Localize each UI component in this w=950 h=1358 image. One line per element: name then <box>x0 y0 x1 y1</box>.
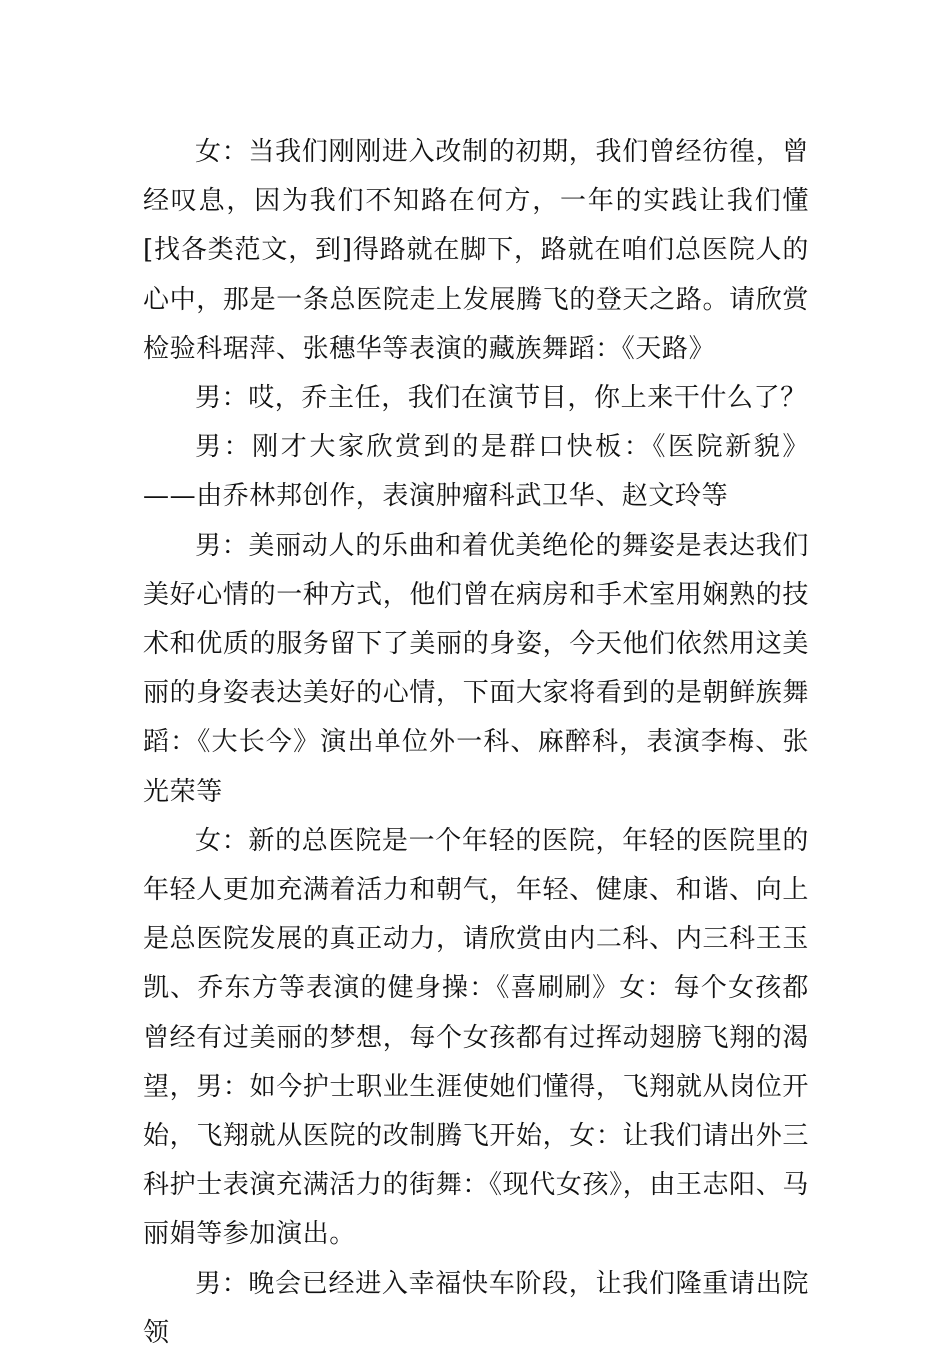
paragraph-korean-dance: 男：美丽动人的乐曲和着优美绝伦的舞姿是表达我们美好心情的一种方式，他们曾在病房和手术室用娴熟的技术和优质的服务留下了美丽的身姿，今天他们依然用这美丽的身姿表达美好的心情，下面大家将看到的是朝鲜族舞蹈：《大长今》演出单位外一科、麻醉科，表演李梅、张光荣等 <box>143 530 809 807</box>
document-body <box>143 128 809 1358</box>
paragraph-director-question: 男：哎，乔主任，我们在演节目，你上来干什么了？ <box>195 383 807 414</box>
paragraph-happy-express: 男：晚会已经进入幸福快车阶段，让我们隆重请出院领 <box>143 1268 809 1348</box>
paragraph-kuaiban-recap: 男：刚才大家欣赏到的是群口快板：《医院新貌》——由乔林邦创作，表演肿瘤科武卫华、赵文玲等 <box>143 432 809 512</box>
paragraph-fitness-street-dance: 女：新的总医院是一个年轻的医院，年轻的医院里的年轻人更加充满着活力和朝气，年轻、健康、和谐、向上是总医院发展的真正动力，请欣赏由内二科、内三科王玉凯、乔东方等表演的健身操：《喜刷刷》女：每个女孩都曾经有过美丽的梦想，每个女孩都有过挥动翅膀飞翔的渴望，男：如今护士职业生涯使她们懂得，飞翔就从岗位开始，飞翔就从医院的改制腾飞开始，女：让我们请出外三科护士表演充满活力的街舞：《现代女孩》，由王志阳、马丽娟等参加演出。 <box>143 825 809 1250</box>
paragraph-tianlu-dance: 女：当我们刚刚进入改制的初期，我们曾经彷徨，曾经叹息，因为我们不知路在何方，一年的实践让我们懂[找各类范文，到]得路就在脚下，路就在咱们总医院人的心中，那是一条总医院走上发展腾飞的登天之路。请欣赏检验科琚萍、张穗华等表演的藏族舞蹈：《天路》 <box>143 137 809 364</box>
